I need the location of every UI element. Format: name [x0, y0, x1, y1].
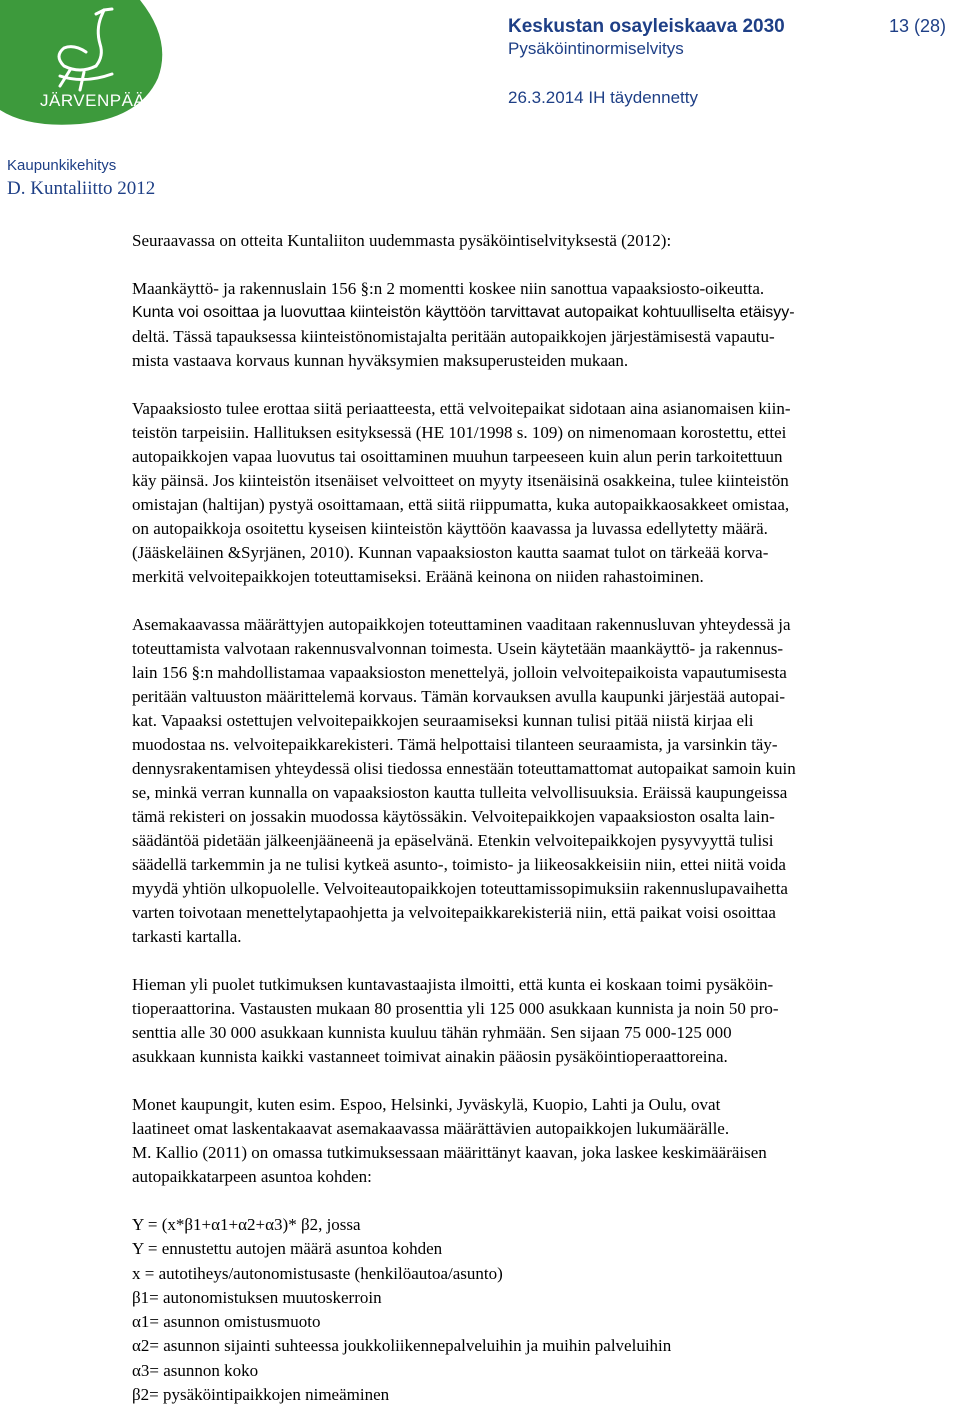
paragraph-5 [132, 1093, 952, 1189]
intro-text: Seuraavassa on otteita Kuntaliiton uudemmasta pysäköintiselvityksestä (2012): [132, 231, 672, 250]
paragraph-1 [132, 277, 952, 373]
text-line: autopaikkojen vapaa luovutus tai osoittaminen muuhun tarpeeseen kuin alun perin tarkoitettuun [132, 447, 783, 466]
text-line: säädellä tarkemmin ja ne tulisi kytkeä asunto-, toimisto- ja liikeosakkeisiin niin, ettei niitä voida [132, 855, 786, 874]
text-line: Monet kaupungit, kuten esim. Espoo, Helsinki, Jyväskylä, Kuopio, Lahti ja Oulu, ovat [132, 1095, 721, 1114]
jarvenpaa-logo [0, 0, 170, 126]
text-line: tarkasti kartalla. [132, 927, 242, 946]
text-line: muodostaa ns. velvoitepaikkarekisteri. Tämä helpottaisi tilanteen seuraamista, ja varsinkin täy- [132, 735, 778, 754]
text-line: käy päinsä. Jos kiinteistön itsenäiset velvoitteet on myyty itsenäisinä osakkeina, tulee kiinteistön [132, 471, 789, 490]
text-line: varten toivotaan menettelytapaohjetta ja velvoitepaikkarekisteriä niin, että paikat voisi osoittaa [132, 903, 776, 922]
text-line: toteuttamista valvotaan rakennusvalvonnan toimesta. Usein käytetään maankäyttö- ja rakennus- [132, 639, 783, 658]
formula-line: α1= asunnon omistusmuoto [132, 1312, 321, 1332]
text-line: laatineet omat laskentakaavat asemakaavassa määrättävien autopaikkojen lukumäärälle. [132, 1119, 730, 1138]
text-line: M. Kallio (2011) on omassa tutkimuksessaan määrittänyt kaavan, joka laskee keskimääräisen [132, 1143, 767, 1162]
document-date: 26.3.2014 IH täydennetty [508, 88, 698, 107]
document-body [132, 229, 952, 1407]
text-line: senttia alle 30 000 asukkaan kunnista kuuluu tähän ryhmään. Sen sijaan 75 000‑125 000 [132, 1023, 732, 1042]
section-heading: D. Kuntaliitto 2012 [7, 178, 156, 199]
text-line: tioperaattorina. Vastausten mukaan 80 prosenttia yli 125 000 asukkaan kunnista ja noin 50 pro- [132, 999, 779, 1018]
text-line: se, minkä verran kunnalla on vapaaksioston kautta tulleita velvollisuuksia. Eräissä kaupungeissa [132, 783, 788, 802]
text-line: tämä rekisteri on jossakin muodossa käytössäkin. Velvoitepaikkojen vapaaksioston osalta lain- [132, 807, 775, 826]
formula-line: β2= pysäköintipaikkojen nimeäminen [132, 1385, 390, 1405]
text-line: peritään valtuuston määrittelemä korvaus. Tämän korvauksen avulla kaupunki järjestää autopai- [132, 687, 786, 706]
formula-block [132, 1213, 952, 1407]
formula-line: Y = ennustettu autojen määrä asuntoa kohden [132, 1239, 443, 1259]
text-line: Hieman yli puolet tutkimuksen kuntavastaajista ilmoitti, että kunta ei koskaan toimi pysäköin- [132, 975, 774, 994]
text-line: säädäntöä pidetään jälkeenjääneenä ja epäselvänä. Etenkin velvoitepaikkojen pysyvyyttä tulisi [132, 831, 774, 850]
paragraph-3 [132, 613, 952, 949]
text-line: Kunta voi osoittaa ja luovuttaa kiinteistön käyttöön tarvittavat autopaikat kohtuulliselta etäisyy- [132, 304, 795, 321]
document-title: Keskustan osayleiskaava 2030 [508, 16, 785, 37]
formula-line: β1= autonomistuksen muutoskerroin [132, 1287, 382, 1307]
text-line: dennysrakentamisen yhteydessä olisi tiedossa ennestään toteuttamattomat autopaikat samoin kuin [132, 759, 796, 778]
paragraph-4 [132, 973, 952, 1069]
text-line: mista vastaava korvaus kunnan hyväksymien maksuperusteiden mukaan. [132, 351, 629, 370]
text-line: lain 156 §:n mahdollistamaa vapaaksioston menettelyä, jolloin velvoitepaikoista vapautumisesta [132, 663, 787, 682]
text-line: autopaikkatarpeen asuntoa kohden: [132, 1167, 372, 1186]
paragraph-2 [132, 397, 952, 589]
text-line: deltä. Tässä tapauksessa kiinteistönomistajalta peritään autopaikkojen järjestämisestä vapautu- [132, 327, 775, 346]
text-line: asukkaan kunnista kaikki vastanneet toimivat ainakin pääosin pysäköintioperaattoreina. [132, 1047, 728, 1066]
text-line: omistajan (haltijan) pystyä osoittamaan, että siitä riippumatta, kuka autopaikkaosakkeet omistaa, [132, 495, 790, 514]
formula-line: x = autotiheys/autonomistusaste (henkilöautoa/asunto) [132, 1263, 503, 1283]
text-line: merkitä velvoitepaikkojen toteuttamiseksi. Eräänä keinona on niiden rahastoiminen. [132, 567, 704, 586]
formula-line: α2= asunnon sijainti suhteessa joukkoliikennepalveluihin ja muihin palveluihin [132, 1336, 672, 1356]
department-label: Kaupunkikehitys [7, 157, 117, 174]
text-line: Vapaaksiosto tulee erottaa siitä periaatteesta, että velvoitepaikat sidotaan aina asianomaisen kiin- [132, 399, 791, 418]
formula-line: Y = (x*β1+α1+α2+α3)* β2, jossa [132, 1215, 361, 1234]
text-line: Maankäyttö- ja rakennuslain 156 §:n 2 momentti koskee niin sanottua vapaaksiosto-oikeutta. [132, 279, 765, 298]
page-number: 13 (28) [888, 16, 946, 36]
text-line: on autopaikkoja osoitettu kyseisen kiinteistön käyttöön kaavassa ja luvassa edellytetty määrä. [132, 519, 768, 538]
logo-text: JÄRVENPÄÄ [40, 91, 146, 110]
formula-line: α3= asunnon koko [132, 1360, 259, 1380]
text-line: kat. Vapaaksi ostettujen velvoitepaikkojen seuraamiseksi kunnan tulisi pitää niistä kirjaa eli [132, 711, 754, 730]
text-line: (Jääskeläinen &Syrjänen, 2010). Kunnan vapaaksioston kautta saamat tulot on tärkeää korva- [132, 543, 769, 562]
text-line: teistön tarpeisiin. Hallituksen esityksessä (HE 101/1998 s. 109) on nimenomaan korostettu, ettei [132, 423, 787, 442]
text-line: myydä yhtiön ulkopuolelle. Velvoiteautopaikkojen toteuttamissopimuksiin rakennuslupavaihetta [132, 879, 788, 898]
document-subtitle: Pysäköintinormiselvitys [508, 39, 684, 58]
text-line: Asemakaavassa määrättyjen autopaikkojen toteuttaminen vaaditaan rakennusluvan yhteydessä ja [132, 615, 791, 634]
